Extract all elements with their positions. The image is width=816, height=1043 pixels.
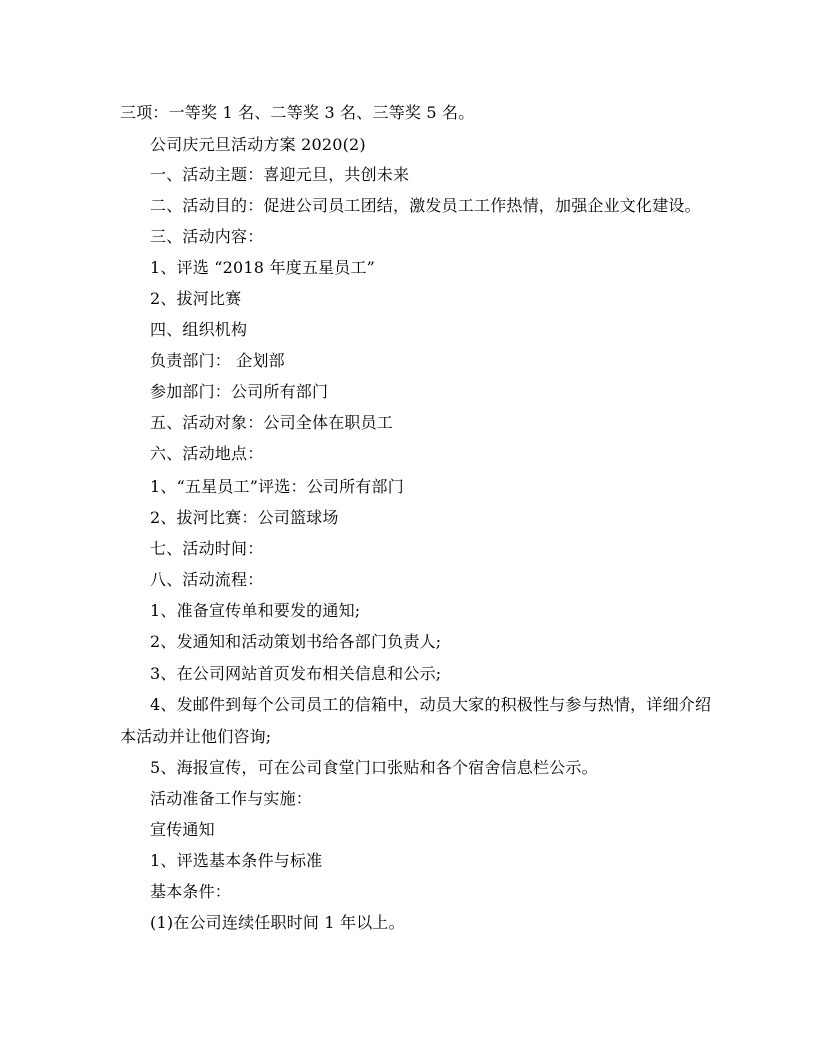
- text-line: 六、活动地点：: [150, 444, 264, 463]
- text-line: 3、在公司网站首页发布相关信息和公示;: [150, 664, 442, 683]
- text-line: 二、活动目的：促进公司员工团结，激发员工工作热情，加强企业文化建设。: [150, 196, 701, 215]
- text-line: 1、评选 “2018 年度五星员工”: [150, 258, 376, 277]
- text-line: 4、发邮件到每个公司员工的信箱中，动员大家的积极性与参与热情，详细介绍: [150, 695, 712, 714]
- text-line: 本活动并让他们咨询;: [120, 727, 272, 746]
- text-line: 2、发通知和活动策划书给各部门负责人;: [150, 632, 442, 651]
- text-line: 负责部门： 企划部: [150, 351, 285, 370]
- text-line: 5、海报宣传，可在公司食堂门口张贴和各个宿舍信息栏公示。: [150, 758, 598, 777]
- text-line: 1、准备宣传单和要发的通知;: [150, 601, 361, 620]
- text-line: 宣传通知: [150, 820, 215, 839]
- text-line: 1、“五星员工”评选：公司所有部门: [150, 477, 404, 496]
- text-line: 五、活动对象：公司全体在职员工: [150, 413, 394, 432]
- text-line: 四、组织机构: [150, 320, 248, 339]
- text-line: 七、活动时间：: [150, 539, 264, 558]
- text-line: 活动准备工作与实施：: [150, 789, 313, 808]
- text-line: 公司庆元旦活动方案 2020(2): [150, 135, 366, 154]
- text-line: 三项：一等奖 1 名、二等奖 3 名、三等奖 5 名。: [120, 103, 475, 122]
- text-line: 参加部门：公司所有部门: [150, 382, 329, 401]
- text-line: 基本条件：: [150, 882, 232, 901]
- text-line: 三、活动内容：: [150, 227, 264, 246]
- text-line: 1、评选基本条件与标准: [150, 851, 323, 870]
- text-line: 八、活动流程：: [150, 570, 264, 589]
- text-line: 2、拔河比赛: [150, 289, 242, 308]
- text-line: 2、拔河比赛：公司篮球场: [150, 508, 339, 527]
- text-line: 一、活动主题：喜迎元旦，共创未来: [150, 165, 410, 184]
- text-line: (1)在公司连续任职时间 1 年以上。: [150, 913, 405, 932]
